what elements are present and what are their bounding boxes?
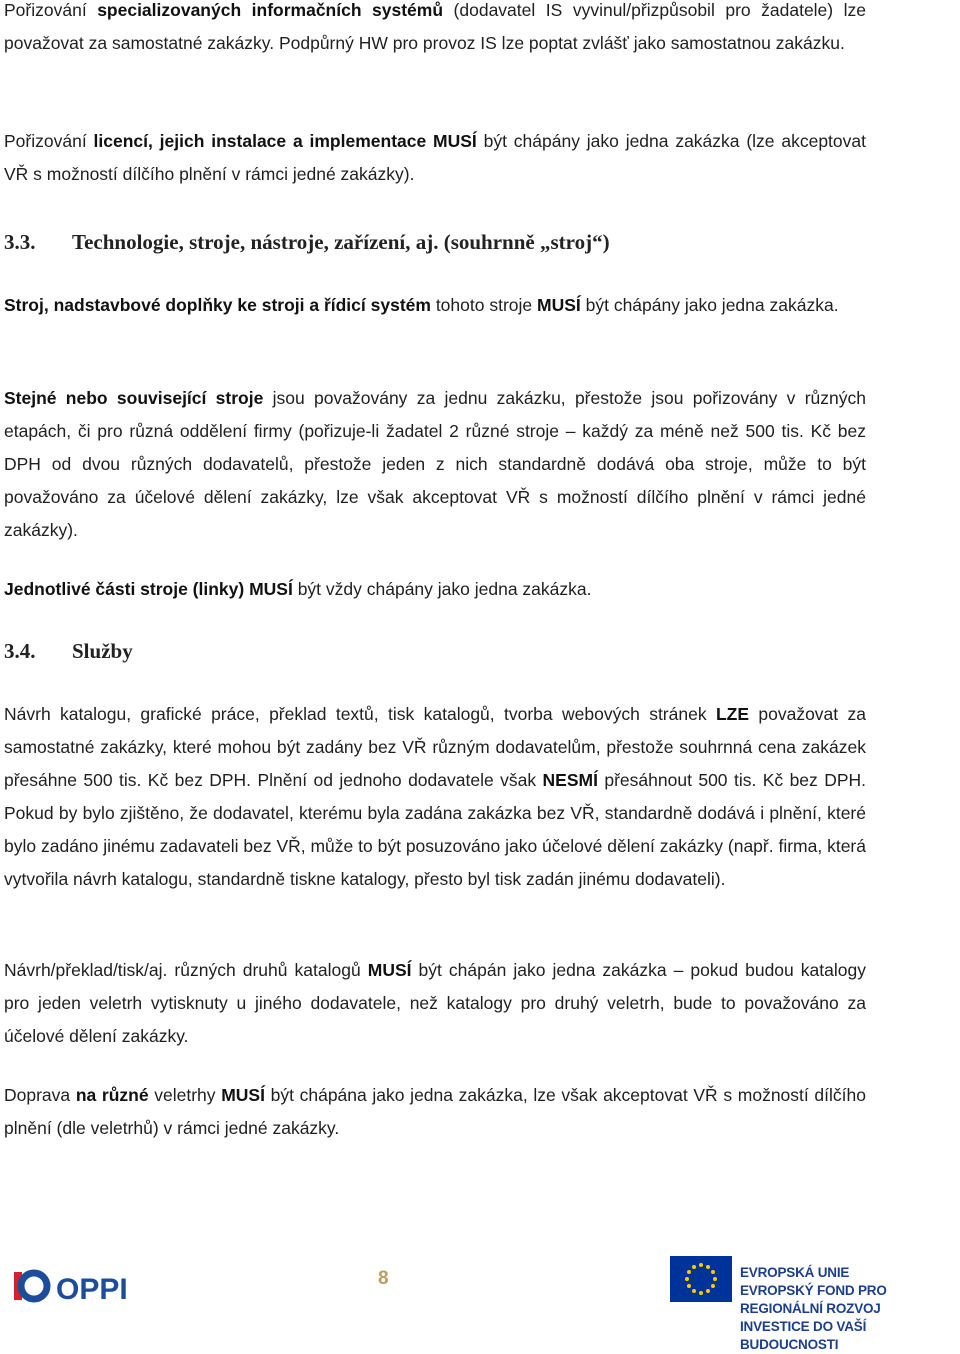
text: být vždy chápány jako jedna zakázka.: [292, 579, 592, 599]
text: Pořizování: [4, 0, 98, 20]
text: tohoto stroje: [430, 295, 537, 315]
oppi-logo-icon: [12, 1260, 152, 1310]
bold-text: specializovaných informačních systémů: [97, 0, 444, 20]
paragraph-information-systems: [4, 0, 866, 60]
bold-text: licencí, jejich instalace a implementace MUSÍ: [93, 131, 477, 151]
section-heading-3-4: [4, 639, 133, 664]
text: Návrh katalogu, grafické práce, překlad textů, tisk katalogů, tvorba webových stránek: [4, 704, 716, 724]
text: být chápána jako jedna zakázka, lze však akceptovat VŘ s možností dílčího plnění (dle veletrhů) v rámci jedné zakázky.: [4, 1085, 866, 1138]
text: Návrh/překlad/tisk/aj. různých druhů katalogů: [4, 960, 368, 980]
bold-text: MUSÍ: [221, 1085, 265, 1105]
text: Doprava: [4, 1085, 76, 1105]
paragraph-licenses: [4, 125, 866, 191]
section-number: 3.4.: [4, 639, 36, 663]
paragraph-transport: [4, 1079, 866, 1145]
page-footer: [0, 1248, 960, 1352]
section-title: Technologie, stroje, nástroje, zařízení, aj. (souhrnně „stroj“): [72, 230, 610, 254]
text: být chápány jako jedna zakázka (lze akceptovat VŘ s možností dílčího plnění v rámci jedné zakázky).: [4, 131, 867, 184]
eu-line: INVESTICE DO VAŠÍ BUDOUCNOSTI: [740, 1319, 867, 1352]
bold-text: MUSÍ: [367, 960, 412, 980]
paragraph-machine-parts: [4, 573, 866, 606]
paragraph-catalog-types: [4, 954, 866, 1053]
eu-line: EVROPSKÁ UNIE: [740, 1265, 850, 1280]
oppi-logo: [12, 1260, 152, 1315]
bold-text: Stroj, nadstavbové doplňky ke stroji a řídicí systém: [4, 295, 431, 315]
bold-text: NESMÍ: [542, 770, 598, 790]
text: Pořizování: [4, 131, 94, 151]
bold-text: MUSÍ: [537, 295, 581, 315]
bold-text: LZE: [715, 704, 750, 724]
text: (dodavatel IS vyvinul/přizpůsobil pro žadatele) lze považovat za samostatné zakázky. Podpůrný HW pro provoz IS lze poptat zvlášť jako samostatnou zakázku.: [4, 0, 866, 53]
paragraph-services-catalog: [4, 698, 866, 896]
text: přesáhnout 500 tis. Kč bez DPH. Pokud by bylo zjištěno, že dodavatel, kterému byla zadána zakázka bez VŘ, standardně dodává i plnění, které bylo zadáno jinému zadavateli bez VŘ, může to být posuzováno jako účelové dělení zakázky (např. firma, která vytvořila návrh katalogu, standardně tiskne katalogy, přesto byl tisk zadán jinému dodavateli).: [4, 770, 867, 889]
eu-line: EVROPSKÝ FOND PRO REGIONÁLNÍ ROZVOJ: [740, 1283, 887, 1316]
bold-text: Stejné nebo související stroje: [4, 388, 264, 408]
eu-flag-icon: [670, 1256, 732, 1302]
bold-text: Jednotlivé části stroje (linky) MUSÍ: [4, 579, 293, 599]
text: veletrhy: [148, 1085, 222, 1105]
page-number: 8: [378, 1268, 389, 1289]
svg-text:OPPI: OPPI: [56, 1273, 128, 1306]
bold-text: na různé: [75, 1085, 149, 1105]
eu-text-block: [740, 1264, 960, 1354]
text: být chápány jako jedna zakázka.: [580, 295, 839, 315]
section-title: Služby: [72, 639, 133, 663]
paragraph-related-machines: [4, 382, 866, 547]
eu-flag: [670, 1256, 732, 1307]
section-heading-3-3: [4, 230, 610, 255]
text: považovat za samostatné zakázky, které mohou být zadány bez VŘ různým dodavatelům, přestože souhrnná cena zakázek přesáhne 500 tis. Kč bez DPH. Plnění od jednoho dodavatele však: [4, 704, 867, 790]
paragraph-machine: [4, 289, 866, 322]
text: být chápán jako jedna zakázka – pokud budou katalogy pro jeden veletrh vytisknuty u jiného dodavatele, než katalogy pro druhý veletrh, bude to považováno za účelové dělení zakázky.: [4, 960, 866, 1046]
text: jsou považovány za jednu zakázku, přestože jsou pořizovány v různých etapách, či pro různá oddělení firmy (pořizuje-li žadatel 2 různé stroje – každý za méně než 500 tis. Kč bez DPH od dvou různých dodavatelů, přestože jeden z nich standardně dodává oba stroje, může to být považováno za účelové dělení zakázky, lze však akceptovat VŘ s možností dílčího plnění v rámci jedné zakázky).: [4, 388, 866, 540]
section-number: 3.3.: [4, 230, 36, 254]
